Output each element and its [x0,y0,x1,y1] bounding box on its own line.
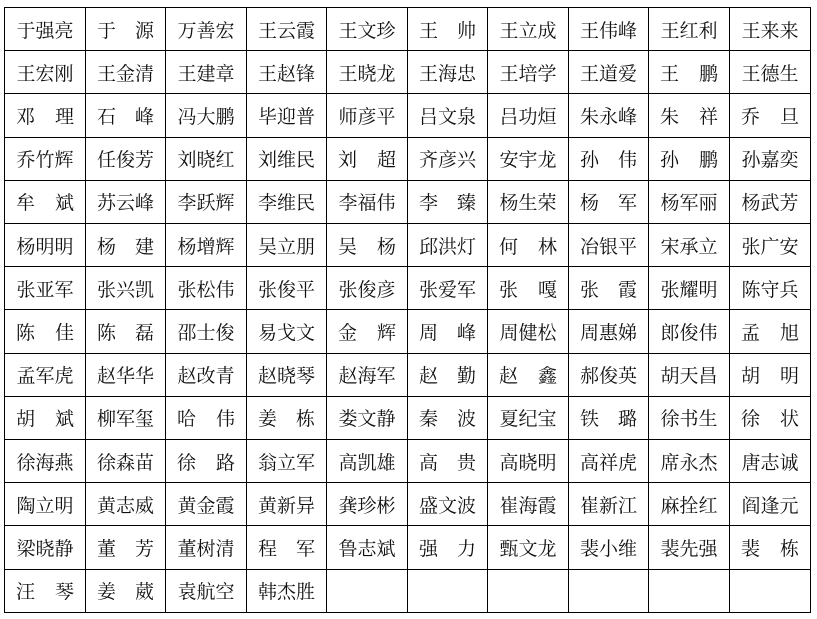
name-cell [408,483,488,526]
name-text: 孟 旭 [741,322,799,345]
name-cell [247,267,327,310]
name-cell [488,94,569,137]
name-cell [408,180,488,223]
name-text: 任俊芳 [96,149,154,172]
name-cell [5,396,86,439]
name-cell [247,569,327,612]
name-text: 冶银平 [579,235,637,258]
name-cell [5,526,86,569]
name-text: 王红利 [660,19,718,42]
name-cell [327,267,408,310]
name-text: 娄文静 [338,408,396,431]
name-text: 胡 斌 [16,408,74,431]
name-cell [488,267,569,310]
name-text: 夏纪宝 [499,408,557,431]
name-roster-body [5,8,811,613]
name-cell [649,526,730,569]
name-cell [166,353,247,396]
name-text: 乔 旦 [741,106,799,128]
name-cell [730,51,811,94]
name-cell [730,137,811,180]
name-text: 王德生 [741,62,799,85]
name-cell [488,483,569,526]
name-cell [730,267,811,310]
name-text: 张俊彦 [338,278,396,301]
name-cell [408,526,488,569]
name-cell [5,353,86,396]
name-cell [327,353,408,396]
name-text: 周健松 [499,322,557,345]
name-text: 胡天昌 [660,365,718,388]
name-text: 高祥虎 [579,451,637,474]
name-text: 孙 伟 [580,149,637,172]
name-text: 于强亮 [16,19,74,42]
name-text: 张 嘎 [499,278,557,301]
name-cell [569,94,649,137]
name-text: 黄志威 [96,494,154,517]
name-text: 张 霞 [580,278,637,301]
name-cell [247,180,327,223]
name-cell [730,310,811,353]
name-cell [649,353,730,396]
name-text: 吴 杨 [338,235,396,258]
name-text: 周 峰 [419,322,476,345]
name-text: 宋承立 [660,235,718,258]
name-cell [247,137,327,180]
name-text: 王建章 [177,62,235,85]
name-text: 吴立朋 [257,235,315,258]
name-cell [569,310,649,353]
name-row [5,353,811,396]
name-cell [569,51,649,94]
name-text: 王培学 [499,62,557,85]
name-roster-table [4,7,811,613]
name-text: 李 臻 [419,192,476,215]
name-row [5,483,811,526]
name-text: 赵改青 [177,365,235,388]
name-cell [730,8,811,51]
name-cell [247,396,327,439]
name-text: 姜 葳 [97,581,154,604]
name-text: 邵士俊 [177,322,235,345]
name-row [5,8,811,51]
name-cell [649,267,730,310]
name-row [5,180,811,223]
name-cell [247,224,327,267]
name-cell [649,8,730,51]
name-text: 师彦平 [338,106,396,128]
name-text: 陶立明 [16,494,74,517]
name-cell [5,180,86,223]
name-text: 刘维民 [257,149,315,172]
name-text: 汪 琴 [16,581,74,604]
name-text: 裴小维 [579,538,637,561]
name-text: 黄新异 [257,494,315,517]
name-cell [247,526,327,569]
name-text: 吕功烜 [499,106,557,128]
name-cell [488,526,569,569]
name-cell [408,94,488,137]
name-cell [408,569,488,612]
name-cell [86,353,166,396]
name-cell [166,396,247,439]
name-text: 周惠娣 [579,322,637,345]
name-text: 邓 理 [16,106,74,128]
name-cell [5,51,86,94]
name-cell [5,569,86,612]
name-cell [86,180,166,223]
name-text: 杨明明 [16,235,74,258]
name-cell [247,51,327,94]
name-cell [408,440,488,483]
name-cell [488,440,569,483]
name-text: 龚珍彬 [338,494,396,517]
name-cell [327,94,408,137]
name-text: 盛文波 [418,494,476,517]
name-text: 崔海霞 [499,494,557,517]
name-cell [5,440,86,483]
name-row [5,137,811,180]
name-text: 陈 佳 [16,322,74,345]
name-text: 安宇龙 [499,149,557,172]
name-cell [408,51,488,94]
name-text: 王宏刚 [16,62,74,85]
name-cell [408,310,488,353]
name-cell [649,51,730,94]
name-row [5,51,811,94]
name-cell [166,51,247,94]
name-text: 麻拴红 [660,494,718,517]
name-text: 王文珍 [338,19,396,42]
name-text: 徐书生 [660,408,718,431]
name-text: 赵海军 [338,365,396,388]
name-text: 杨武芳 [741,192,799,215]
name-text: 徐 路 [177,451,235,474]
name-text: 刘晓红 [177,149,235,172]
name-text: 张兴凯 [96,278,154,301]
name-roster-sheet [4,7,810,613]
name-text: 张亚军 [16,278,74,301]
name-cell [569,396,649,439]
name-text: 崔新江 [579,494,637,517]
name-text: 姜 栋 [258,408,315,431]
name-text: 牟 斌 [16,192,74,215]
name-text: 裴先强 [660,538,718,561]
name-cell [488,310,569,353]
name-cell [730,569,811,612]
name-cell [327,224,408,267]
name-row [5,526,811,569]
name-cell [488,51,569,94]
name-text: 翁立军 [257,451,315,474]
name-text: 席永杰 [660,451,718,474]
name-text: 秦 波 [419,408,476,431]
name-row [5,224,811,267]
name-cell [488,224,569,267]
name-cell [5,8,86,51]
name-text: 强 力 [419,538,476,561]
name-text: 朱永峰 [579,106,637,128]
name-cell [166,267,247,310]
name-text: 董树清 [177,538,235,561]
name-text: 杨 建 [97,235,154,258]
name-text: 王 鹏 [660,62,718,85]
name-text: 杨生荣 [499,192,557,215]
name-text: 柳军玺 [96,408,154,431]
name-cell [408,353,488,396]
name-text: 万善宏 [177,19,235,42]
name-text [408,570,487,612]
name-text: 王金清 [96,62,154,85]
name-text: 朱 祥 [660,106,718,128]
name-text: 韩杰胜 [257,581,315,604]
name-cell [569,267,649,310]
name-cell [488,353,569,396]
name-text: 胡 明 [741,365,799,388]
name-text [327,570,407,612]
name-cell [5,267,86,310]
name-cell [488,396,569,439]
name-text: 徐 状 [741,408,799,431]
name-cell [569,569,649,612]
name-text: 程 军 [258,538,315,561]
name-row [5,569,811,612]
name-cell [730,224,811,267]
name-cell [247,440,327,483]
name-text: 邱洪灯 [418,235,476,258]
name-text: 齐彦兴 [418,149,476,172]
name-cell [649,569,730,612]
name-cell [488,137,569,180]
name-text: 徐森苗 [96,451,154,474]
name-cell [569,353,649,396]
name-text: 赵华华 [96,365,154,388]
name-text: 吕文泉 [418,106,476,128]
name-cell [86,569,166,612]
name-text: 高晓明 [499,451,557,474]
name-cell [166,224,247,267]
name-cell [730,353,811,396]
name-text: 陈守兵 [741,278,799,301]
name-cell [408,137,488,180]
name-row [5,94,811,137]
name-text: 徐海燕 [16,451,74,474]
name-cell [569,440,649,483]
name-text: 杨 军 [580,192,637,215]
name-text: 王晓龙 [338,62,396,85]
name-text: 张广安 [741,235,799,258]
name-cell [408,267,488,310]
name-text: 王立成 [499,19,557,42]
name-row [5,267,811,310]
name-text: 陈 磊 [97,322,154,345]
name-text: 孟军虎 [16,365,74,388]
name-cell [569,483,649,526]
name-text: 高凯雄 [338,451,396,474]
name-cell [86,224,166,267]
name-cell [86,267,166,310]
name-text: 孙 鹏 [660,149,718,172]
name-cell [247,310,327,353]
name-cell [569,224,649,267]
name-cell [86,526,166,569]
name-cell [247,94,327,137]
name-cell [730,440,811,483]
name-cell [86,137,166,180]
name-text: 阎逢元 [741,494,799,517]
name-cell [408,8,488,51]
name-cell [327,310,408,353]
name-text: 哈 伟 [177,408,235,431]
name-cell [5,224,86,267]
name-row [5,310,811,353]
name-text: 赵 勤 [419,365,476,388]
name-row [5,440,811,483]
name-cell [327,526,408,569]
name-text: 杨增辉 [177,235,235,258]
name-cell [649,224,730,267]
name-text: 袁航空 [177,581,235,604]
name-cell [408,396,488,439]
name-text: 冯大鹏 [177,106,235,128]
name-cell [327,137,408,180]
name-cell [166,94,247,137]
name-cell [247,483,327,526]
name-cell [649,483,730,526]
name-text: 甄文龙 [499,538,557,561]
name-cell [166,8,247,51]
name-cell [5,137,86,180]
name-text: 董 芳 [97,538,154,561]
name-text: 王 帅 [419,19,476,42]
name-text: 石 峰 [97,106,154,128]
name-cell [166,310,247,353]
name-cell [730,526,811,569]
name-text: 梁晓静 [16,538,74,561]
name-text [569,570,648,612]
name-text: 张松伟 [177,278,235,301]
name-cell [247,353,327,396]
name-text [730,570,810,612]
name-cell [327,8,408,51]
name-cell [166,569,247,612]
name-cell [166,483,247,526]
name-cell [408,224,488,267]
name-cell [86,440,166,483]
name-cell [649,137,730,180]
name-text: 王赵锋 [257,62,315,85]
name-text: 王来来 [741,19,799,42]
name-text: 铁 璐 [580,408,637,431]
name-cell [166,526,247,569]
name-cell [247,8,327,51]
name-text: 苏云峰 [96,192,154,215]
name-cell [166,440,247,483]
name-text: 郝俊英 [579,365,637,388]
name-text: 金 辉 [338,322,396,345]
name-cell [649,396,730,439]
name-cell [5,310,86,353]
name-cell [569,526,649,569]
name-text: 李跃辉 [177,192,235,215]
name-cell [86,8,166,51]
name-text: 张耀明 [660,278,718,301]
name-cell [327,569,408,612]
name-cell [327,440,408,483]
name-cell [730,483,811,526]
name-text: 王道爱 [579,62,637,85]
name-cell [86,396,166,439]
name-text: 乔竹辉 [16,149,74,172]
name-text: 赵 鑫 [499,365,557,388]
name-cell [569,8,649,51]
name-cell [488,569,569,612]
name-cell [86,51,166,94]
name-cell [649,94,730,137]
name-cell [488,8,569,51]
name-text: 孙嘉奕 [741,149,799,172]
name-cell [327,51,408,94]
name-text: 刘 超 [338,149,396,172]
name-cell [327,396,408,439]
name-text: 李维民 [257,192,315,215]
name-row [5,396,811,439]
name-cell [649,180,730,223]
name-text: 郎俊伟 [660,322,718,345]
name-cell [327,180,408,223]
name-cell [86,483,166,526]
name-cell [86,94,166,137]
name-text [649,570,729,612]
name-cell [5,94,86,137]
name-cell [86,310,166,353]
name-text: 张爱军 [418,278,476,301]
name-cell [327,483,408,526]
name-text: 高 贵 [419,451,476,474]
name-text: 李福伟 [338,192,396,215]
name-text: 王伟峰 [579,19,637,42]
name-cell [569,180,649,223]
name-cell [5,483,86,526]
name-text: 裴 栋 [741,538,799,561]
name-text [488,570,568,612]
name-cell [488,180,569,223]
name-cell [730,94,811,137]
name-text: 唐志诚 [741,451,799,474]
name-text: 毕迎普 [257,106,315,128]
name-text: 杨军丽 [660,192,718,215]
name-text: 王云霞 [257,19,315,42]
name-cell [730,180,811,223]
name-text: 鲁志斌 [338,538,396,561]
name-text: 于 源 [97,19,154,42]
name-cell [649,440,730,483]
name-text: 何 林 [499,235,557,258]
name-text: 黄金霞 [177,494,235,517]
name-cell [569,137,649,180]
name-cell [649,310,730,353]
name-text: 赵晓琴 [257,365,315,388]
name-cell [166,180,247,223]
name-text: 王海忠 [418,62,476,85]
name-cell [730,396,811,439]
name-text: 易戈文 [257,322,315,345]
name-cell [166,137,247,180]
name-text: 张俊平 [257,278,315,301]
